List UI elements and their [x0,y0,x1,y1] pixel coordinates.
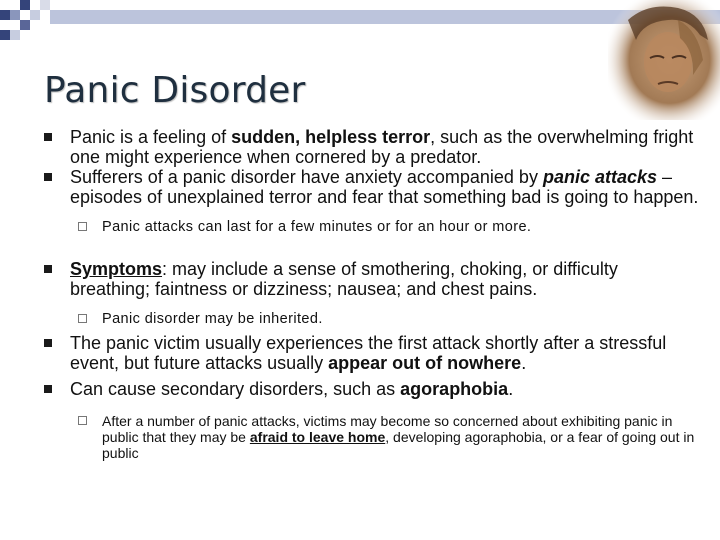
distressed-woman-photo [608,0,720,120]
bullet-emphasis: appear out of nowhere [328,353,522,373]
bullet-text: Can cause secondary disorders, such as [70,379,401,399]
bullet-text: . [521,353,527,373]
hollow-square-bullet-icon [78,416,87,425]
bullet-secondary-disorders [42,379,702,399]
bullet-panic-definition [42,127,702,167]
bullet-emphasis: agoraphobia [400,379,509,399]
square-bullet-icon [44,385,52,393]
sub-bullet-agoraphobia [42,413,702,461]
bullet-emphasis: panic attacks [542,167,658,187]
hollow-square-bullet-icon [78,222,87,231]
square-bullet-icon [44,339,52,347]
sub-bullet-inherited [42,311,702,327]
slide-title: Panic Disorder [44,70,306,111]
bullet-text: Sufferers of a panic disorder have anxiety accompanied by [70,167,543,187]
bullet-text: , such as the overwhelming fright one might experience when cornered by a predator. [70,127,694,167]
sub-bullet-text: , developing agoraphobia, or a fear of going out in public [102,429,695,461]
sub-bullet-emphasis: afraid to leave home [249,429,386,445]
sub-bullet-text: Panic attacks can last for a few minutes or for an hour or more. [102,219,532,235]
hollow-square-bullet-icon [78,314,87,323]
bullet-text: The panic victim usually experiences the first attack shortly after a stressful event, but future attacks usually [70,333,667,373]
bullet-text: : may include a sense of smothering, choking, or difficulty breathing; faintness or dizziness; nausea; and chest pains. [70,259,618,299]
bullet-text: – episodes of unexplained terror and fear that something bad is going to happen. [70,167,699,207]
bullet-text: Panic is a feeling of [70,127,232,147]
square-bullet-icon [44,265,52,273]
square-bullet-icon [44,173,52,181]
bullet-first-attack [42,333,702,373]
sub-bullet-text: Panic disorder may be inherited. [102,311,323,327]
sub-bullet-text: After a number of panic attacks, victims may become so concerned about exhibiting panic in public that they may be [102,413,673,445]
slide-content [42,127,702,461]
sub-bullet-duration [42,219,702,235]
bullet-symptoms [42,259,702,299]
bullet-emphasis: Symptoms [70,259,163,279]
bullet-sufferers [42,167,702,207]
square-bullet-icon [44,133,52,141]
bullet-emphasis: sudden, helpless terror [231,127,431,147]
bullet-text: . [508,379,514,399]
